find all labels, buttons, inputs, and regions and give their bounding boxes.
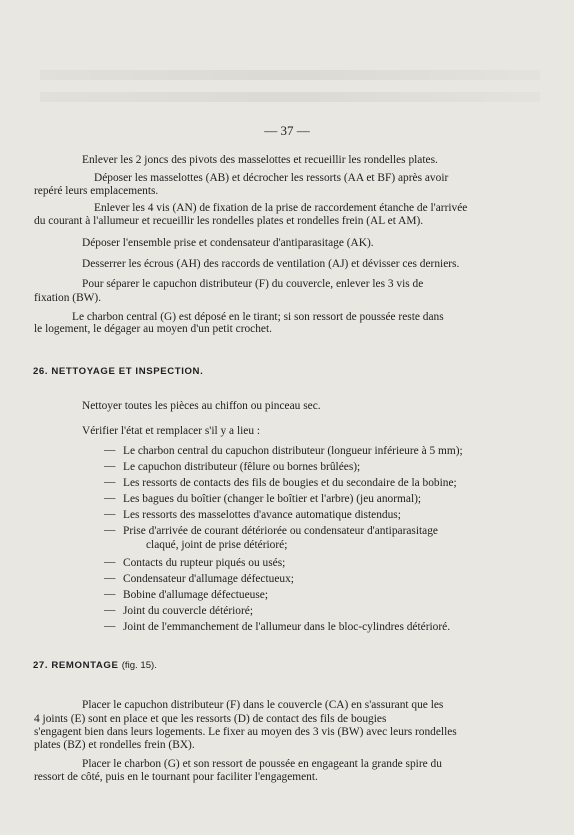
list-dash: — xyxy=(104,476,116,488)
list-dash: — xyxy=(104,588,116,600)
list-item: Les bagues du boîtier (changer le boîtier et l'arbre) (jeu anormal); xyxy=(123,493,422,505)
list-dash: — xyxy=(104,460,116,472)
text-line: repéré leurs emplacements. xyxy=(34,185,159,197)
list-dash: — xyxy=(104,556,116,568)
text-line: plates (BZ) et rondelles frein (BX). xyxy=(34,739,195,751)
list-dash: — xyxy=(104,524,116,536)
text-line: Placer le charbon (G) et son ressort de poussée en engageant la grande spire du xyxy=(82,758,442,770)
section-heading-title: 27. REMONTAGE xyxy=(33,660,119,671)
list-item: Prise d'arrivée de courant détériorée ou condensateur d'antiparasitage xyxy=(123,525,438,537)
figure-reference: (fig. 15). xyxy=(121,660,157,671)
list-item-continuation: claqué, joint de prise détérioré; xyxy=(146,539,288,551)
list-item: Bobine d'allumage défectueuse; xyxy=(123,589,269,601)
list-dash: — xyxy=(104,444,116,456)
text-line: Déposer les masselottes (AB) et décrocher les ressorts (AA et BF) après avoir xyxy=(94,172,449,184)
bleed-through-shadow xyxy=(40,92,540,102)
section-heading xyxy=(33,660,157,671)
list-item: Contacts du rupteur piqués ou usés; xyxy=(123,557,286,569)
list-dash: — xyxy=(104,492,116,504)
text-line: Enlever les 2 joncs des pivots des masselottes et recueillir les rondelles plates. xyxy=(82,154,438,166)
list-dash: — xyxy=(104,572,116,584)
text-line: 4 joints (E) sont en place et que les ressorts (D) de contact des fils de bougies xyxy=(34,713,387,725)
text-line: Déposer l'ensemble prise et condensateur d'antiparasitage (AK). xyxy=(82,237,374,249)
text-line: ressort de côté, puis en le tournant pour faciliter l'engagement. xyxy=(34,771,318,783)
text-line: Placer le capuchon distributeur (F) dans le couvercle (CA) en s'assurant que les xyxy=(82,699,444,711)
list-item: Le charbon central du capuchon distributeur (longueur inférieure à 5 mm); xyxy=(123,445,463,457)
text-line: Enlever les 4 vis (AN) de fixation de la prise de raccordement étanche de l'arrivée xyxy=(94,202,468,214)
section-heading: 26. NETTOYAGE ET INSPECTION. xyxy=(33,366,204,377)
text-line: du courant à l'allumeur et recueillir les rondelles plates et rondelles frein (AL et AM). xyxy=(34,215,424,227)
list-item: Condensateur d'allumage défectueux; xyxy=(123,573,294,585)
bleed-through-shadow xyxy=(40,70,540,80)
page-number: — 37 — xyxy=(264,123,310,138)
list-item: Joint du couvercle détérioré; xyxy=(123,605,253,617)
text-line: Le charbon central (G) est déposé en le tirant; si son ressort de poussée reste dans xyxy=(72,311,444,323)
list-item: Les ressorts des masselottes d'avance automatique distendus; xyxy=(123,509,401,521)
text-line: Pour séparer le capuchon distributeur (F) du couvercle, enlever les 3 vis de xyxy=(82,278,424,290)
text-line: Desserrer les écrous (AH) des raccords de ventilation (AJ) et dévisser ces derniers. xyxy=(82,258,460,270)
list-dash: — xyxy=(104,508,116,520)
list-item: Les ressorts de contacts des fils de bougies et du secondaire de la bobine; xyxy=(123,477,457,489)
list-dash: — xyxy=(104,604,116,616)
text-line: Vérifier l'état et remplacer s'il y a lieu : xyxy=(82,425,261,437)
list-item: Le capuchon distributeur (fêlure ou bornes brûlées); xyxy=(123,461,361,473)
list-dash: — xyxy=(104,620,116,632)
text-line: le logement, le dégager au moyen d'un petit crochet. xyxy=(34,323,273,335)
text-line: Nettoyer toutes les pièces au chiffon ou pinceau sec. xyxy=(82,400,321,412)
list-item: Joint de l'emmanchement de l'allumeur dans le bloc-cylindres détérioré. xyxy=(123,621,451,633)
text-line: s'engagent bien dans leurs logements. Le fixer au moyen des 3 vis (BW) avec leurs rondelles xyxy=(34,726,457,738)
text-line: fixation (BW). xyxy=(34,292,102,304)
